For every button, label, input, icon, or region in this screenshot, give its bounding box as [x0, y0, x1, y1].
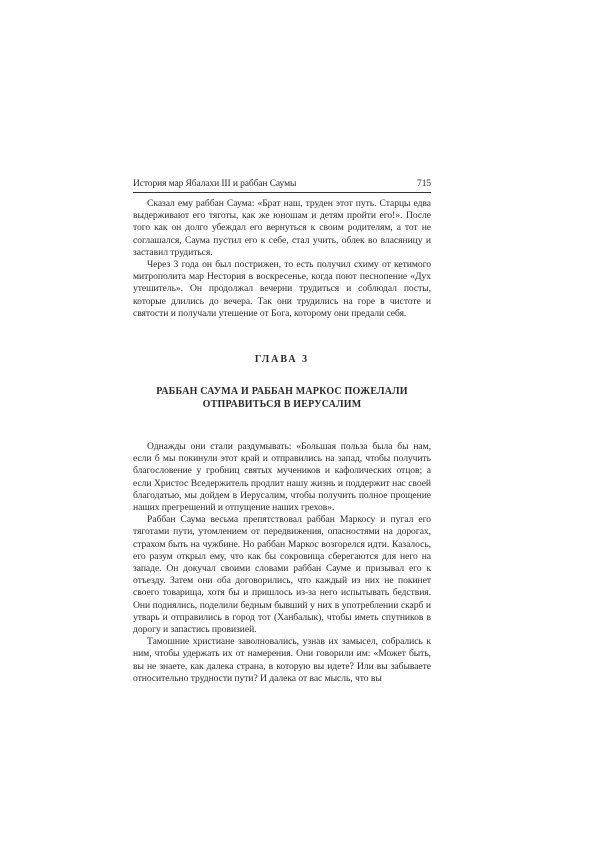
paragraph: Однажды они стали раздумывать: «Большая польза была бы нам, если б мы покинули этот край и отправились на запад, чтобы получить благословение у гробниц святых мучеников и кафолических отцов; а если Христос Вседержитель продлит нашу жизнь и поддержит нас своей благодатью, мы дойдем в Иерусалим, чтобы получить полное прощение наших прегрешений и отпущение наших грехов».: [133, 441, 431, 514]
chapter-title-line: ОТПРАВИТЬСЯ В ИЕРУСАЛИМ: [202, 398, 362, 410]
section-2-text: [133, 441, 431, 685]
chapter-number: ГЛАВА 3: [254, 354, 310, 366]
paragraph: Тамошние христиане заволновались, узнав их замысел, собрались к ним, чтобы удержать их от намерения. Они говорили им: «Может быть, вы не знаете, как далека страна, в которую вы идете? Или вы забываете относительно трудности пути? И далека от вас мысль, что вы: [133, 636, 431, 684]
running-header: [133, 178, 431, 193]
running-title: История мар Ябалахи III и раббан Саумы: [133, 179, 297, 189]
book-page: [133, 178, 431, 685]
section-1-text: [133, 198, 431, 320]
paragraph: Сказал ему раббан Саума: «Брат наш, труден этот путь. Старцы едва выдерживают его тяготы, как же юношам и детям пройти его!». После того как он долго убеждал его вернуться к своим родителям, а тот не соглашался, Саума пустил его к себе, стал учить, облек во власяницу и заставил трудиться.: [133, 198, 431, 258]
chapter-title: [133, 386, 431, 411]
chapter-title-line: РАББАН САУМА И РАББАН МАРКОС ПОЖЕЛАЛИ: [156, 386, 408, 398]
page-number: 715: [417, 179, 431, 189]
paragraph: Раббан Саума весьма препятствовал раббан Маркосу и пугал его тяготами пути, утомлением от передвижения, опасностями на дорогах, страхом быть на чужбине. Но раббан Маркос возгорелся идти. Казалось, его разум открыл ему, что как бы сокровища сберегаются для него на западе. Он докучал своими словами раббан Сауме и призывал его к отъезду. Затем они оба договорились, что каждый из них не покинет своего товарища, хотя бы и пришлось из-за него испытывать бедствия. Они поднялись, поделили бедным бывший у них в употреблении скарб и утварь и отправились в город тот (Ханбалык), чтобы иметь спутников в дорогу и запастись провизией.: [133, 514, 431, 636]
chapter-heading: [133, 354, 431, 411]
paragraph: Через 3 года он был пострижен, то есть получил схиму от кетимого митрополита мар Нестория в воскресенье, когда поют песнопение «Дух утешитель». Он продолжал вечерни трудиться и соблюдал посты, которые длились до вечера. Так они трудились на горе в чистоте и святости и получали утешение от Бога, которому они предали себя.: [133, 259, 431, 319]
